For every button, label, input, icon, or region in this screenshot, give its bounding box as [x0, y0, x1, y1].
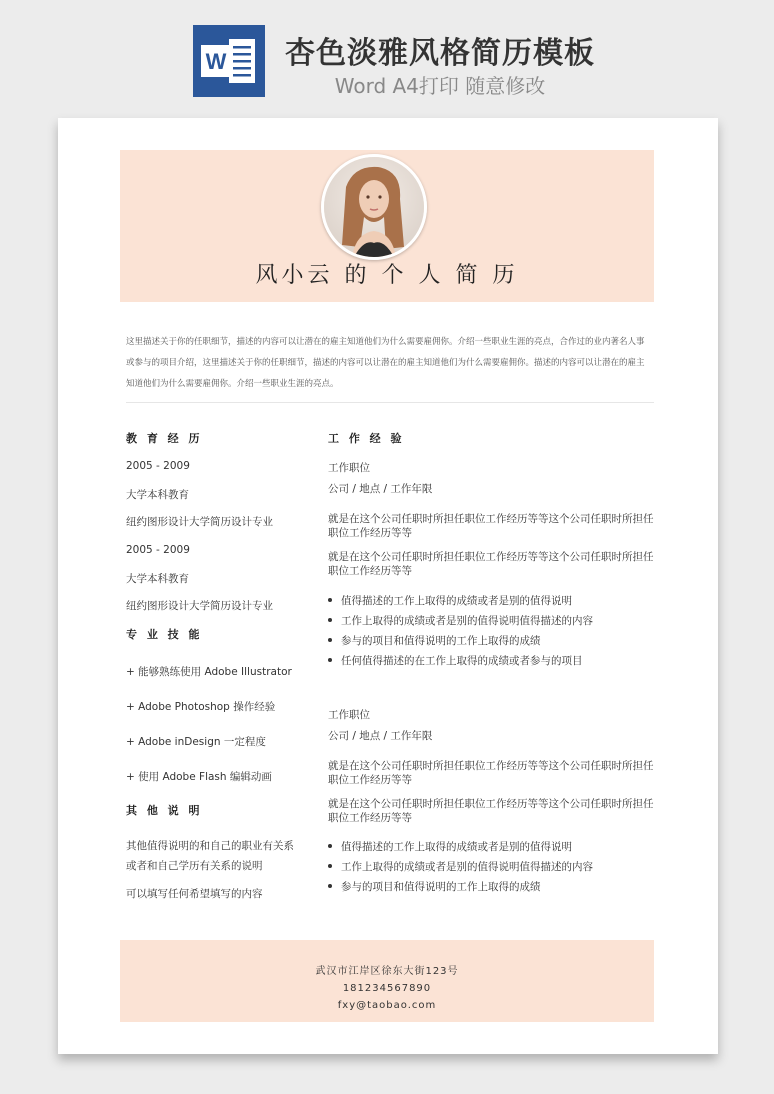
bullet-dot: [328, 598, 332, 602]
job-achievement: [328, 879, 541, 894]
other-line: 其他值得说明的和自己的职业有关系: [126, 840, 294, 852]
template-title: 杏色淡雅风格简历模板: [285, 36, 595, 71]
achievement-text: 参与的项目和值得说明的工作上取得的成绩: [341, 635, 541, 647]
skills-heading: 专 业 技 能: [126, 628, 203, 641]
education-degree: 大学本科教育: [126, 573, 189, 585]
template-subtitle: Word A4打印 随意修改: [334, 74, 546, 98]
job-achievement: [328, 613, 593, 628]
bullet-dot: [328, 658, 332, 662]
work-heading: 工 作 经 验: [328, 432, 405, 445]
word-document-icon: [193, 25, 265, 97]
education-heading: 教 育 经 历: [126, 432, 203, 445]
achievement-text: 值得描述的工作上取得的成绩或者是别的值得说明: [341, 841, 572, 853]
job-description: 就是在这个公司任职时所担任职位工作经历等等这个公司任职时所担任职位工作经历等等: [328, 513, 654, 539]
skill-item: + Adobe Photoshop 操作经验: [126, 701, 276, 713]
bullet-dot: [328, 638, 332, 642]
intro-paragraph: [126, 332, 654, 395]
other-line: 可以填写任何希望填写的内容: [126, 888, 263, 900]
achievement-text: 参与的项目和值得说明的工作上取得的成绩: [341, 881, 541, 893]
education-school: 纽约图形设计大学简历设计专业: [126, 600, 273, 612]
other-line: 或者和自己学历有关系的说明: [126, 860, 263, 872]
education-years: 2005 - 2009: [126, 544, 190, 556]
achievement-text: 任何值得描述的在工作上取得的成绩或者参与的项目: [341, 655, 583, 667]
contact-email: fxy@taobao.com: [337, 1000, 437, 1011]
resume-title: 风小云 的 个 人 简 历: [255, 263, 519, 288]
left-column: [126, 430, 326, 900]
job-company: 公司 / 地点 / 工作年限: [328, 730, 433, 742]
job-description: 就是在这个公司任职时所担任职位工作经历等等这个公司任职时所担任职位工作经历等等: [328, 798, 654, 824]
bullet-dot: [328, 844, 332, 848]
bullet-dot: [328, 618, 332, 622]
skill-item: + Adobe inDesign 一定程度: [126, 736, 266, 748]
education-degree: 大学本科教育: [126, 489, 189, 501]
contact-phone: 181234567890: [342, 983, 432, 994]
intro-line: 这里描述关于你的任职细节，描述的内容可以让潜在的雇主知道他们为什么需要雇佣你。介绍一些职业生涯的亮点，合作过的业内著名人事: [126, 337, 645, 347]
contact-address: 武汉市江岸区徐东大街123号: [315, 966, 459, 977]
job-description: 就是在这个公司任职时所担任职位工作经历等等这个公司任职时所担任职位工作经历等等: [328, 760, 654, 786]
avatar: [321, 154, 427, 260]
job-achievement: [328, 633, 541, 648]
skill-item: + 能够熟练使用 Adobe Illustrator: [126, 666, 292, 678]
divider: [126, 402, 654, 403]
skill-item: + 使用 Adobe Flash 编辑动画: [126, 771, 272, 783]
achievement-text: 工作上取得的成绩或者是别的值得说明值得描述的内容: [341, 615, 593, 627]
job-achievement: [328, 653, 583, 668]
resume-page: [58, 118, 718, 1054]
intro-line: 或参与的项目介绍，这里描述关于你的任职细节，描述的内容可以让潜在的雇主知道他们为什么需要雇佣你。描述的内容可以让潜在的雇主: [126, 358, 645, 368]
job-position: 工作职位: [328, 462, 370, 474]
achievement-text: 值得描述的工作上取得的成绩或者是别的值得说明: [341, 595, 572, 607]
other-heading: 其 他 说 明: [126, 804, 203, 817]
right-column: [328, 430, 658, 893]
achievement-text: 工作上取得的成绩或者是别的值得说明值得描述的内容: [341, 861, 593, 873]
intro-line: 知道他们为什么需要雇佣你。介绍一些职业生涯的亮点。: [126, 379, 339, 389]
job-achievement: [328, 593, 572, 608]
bullet-dot: [328, 864, 332, 868]
job-position: 工作职位: [328, 709, 370, 721]
word-icon-letter: W: [205, 49, 227, 74]
education-school: 纽约图形设计大学简历设计专业: [126, 516, 273, 528]
contact-footer: [120, 940, 654, 1022]
job-description: 就是在这个公司任职时所担任职位工作经历等等这个公司任职时所担任职位工作经历等等: [328, 551, 654, 577]
education-years: 2005 - 2009: [126, 460, 190, 472]
job-company: 公司 / 地点 / 工作年限: [328, 483, 433, 495]
template-banner: [0, 0, 774, 118]
bullet-dot: [328, 884, 332, 888]
job-achievement: [328, 839, 572, 854]
job-achievement: [328, 859, 593, 874]
